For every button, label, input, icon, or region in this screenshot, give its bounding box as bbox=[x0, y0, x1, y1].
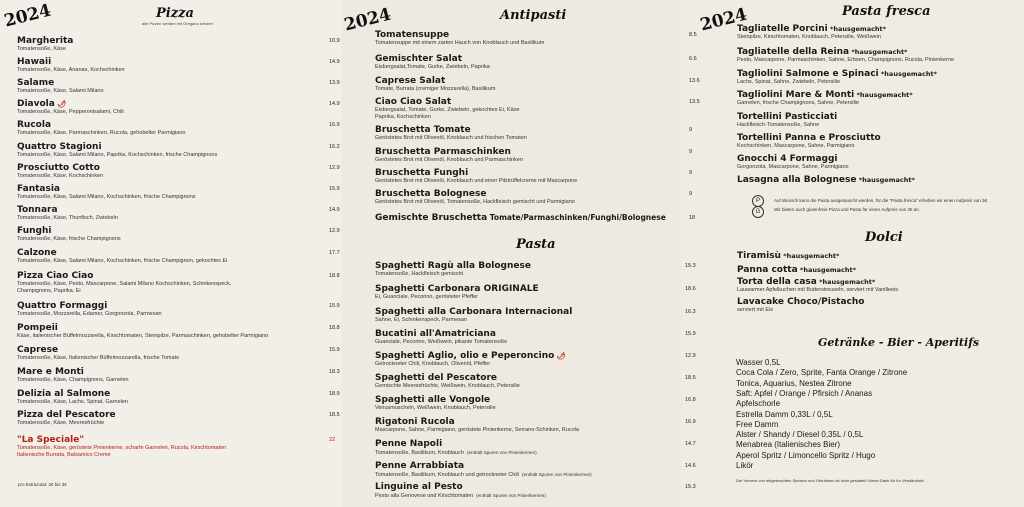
item-name: Bruschetta Tomate bbox=[375, 125, 471, 135]
item-name: Gemischter Salat bbox=[375, 54, 463, 64]
year-label: 2024 bbox=[698, 4, 750, 36]
drink-item: Likör bbox=[736, 461, 754, 470]
menu-item bbox=[17, 142, 217, 159]
menu-item bbox=[17, 163, 103, 180]
menu-item bbox=[17, 205, 118, 222]
item-name: Calzone bbox=[17, 248, 57, 258]
item-price: 18.8 bbox=[329, 325, 340, 331]
item-desc: Tomatensoße, Käse, Meeresfrüchte bbox=[17, 420, 105, 426]
item-name: Tortellini Panna e Prosciutto bbox=[737, 133, 881, 143]
item-desc: Sahne, Ei, Schinkenspeck, Parmesan bbox=[375, 317, 468, 323]
menu-item bbox=[17, 435, 226, 459]
item-desc: Tomatensoße, Käse, Salami Milano, Kochschinken, frische Champignon, gekochtes Ei bbox=[17, 258, 228, 264]
item-name: Spaghetti Aglio, olio e Peperoncino 🌶 bbox=[375, 351, 566, 361]
item-desc: Guanciale, Pecorino, Weißwein, pikante Tomatensoße bbox=[375, 339, 508, 345]
item-tag: *hausgemacht* bbox=[827, 25, 887, 33]
item-desc: Tomatensoße, Mozzarella, Edamer, Gorgonzola, Parmesan bbox=[17, 311, 162, 317]
item-price: 8.5 bbox=[689, 32, 697, 38]
item-price: 15.9 bbox=[329, 303, 340, 309]
menu-item bbox=[17, 120, 185, 137]
item-price: 15.3 bbox=[685, 484, 696, 490]
menu-item bbox=[375, 439, 537, 457]
item-price: 18 bbox=[689, 215, 696, 221]
pasta-fresca-note: Auf Wunsch kann die Pasta ausgetauscht werden, für die "Pasta fresca" erheben wir einen Aufpreis von 3€. bbox=[774, 198, 989, 203]
item-name: Rucola bbox=[17, 120, 52, 130]
item-name: Caprese Salat bbox=[375, 76, 446, 86]
item-desc: Kochschinken, Mascarpone, Sahne, Parmigiano bbox=[737, 143, 855, 149]
menu-item bbox=[375, 76, 495, 93]
menu-item bbox=[17, 323, 268, 340]
item-desc: Italienische Burrata, Balsamico Creme bbox=[17, 452, 111, 458]
item-name: Torta della casa *hausgemacht* bbox=[737, 277, 876, 287]
drink-item: Apfelschorle bbox=[736, 399, 781, 409]
item-name: Tonnara bbox=[17, 205, 58, 215]
item-name: Quattro Stagioni bbox=[17, 142, 102, 152]
item-desc-note: (enthält Spuren von Pinienkernen) bbox=[476, 493, 546, 498]
drink-item: Coca Cola / Zero, Sprite, Fanta Orange / Zitrone bbox=[736, 368, 908, 378]
item-desc: Tomatensoße, Basilikum, Knoblauch (enthält Spuren von Pinienkernen) bbox=[375, 450, 537, 456]
pizza-extra-note: pro Extrazutat: 2€ bis 3€ bbox=[18, 482, 67, 487]
item-desc: serviert mit Eis bbox=[737, 307, 774, 313]
antipasti-title: Antipasti bbox=[500, 8, 567, 23]
item-price: 15.9 bbox=[329, 186, 340, 192]
menu-item bbox=[737, 90, 913, 107]
pasta-fresca-title: Pasta fresca bbox=[842, 4, 931, 19]
item-desc: Gorgonzola, Mascarpone, Sahne, Parmigiano bbox=[737, 164, 849, 170]
item-name: Linguine al Pesto bbox=[375, 482, 463, 492]
item-price: 14.9 bbox=[329, 59, 340, 65]
item-name: Tomatensuppe bbox=[375, 30, 450, 40]
item-name: Spaghetti alle Vongole bbox=[375, 395, 491, 405]
item-price: 10.9 bbox=[329, 38, 340, 44]
item-desc: Paprika, Kochschinken bbox=[375, 114, 431, 120]
item-price: 9 bbox=[689, 191, 693, 197]
item-price: 14.9 bbox=[329, 101, 340, 107]
item-price: 16.9 bbox=[685, 419, 696, 425]
item-desc: Pesto, Mascarpone, Parmaschinken, Sahne, Erbsen, Champignons, Rucola, Pinienkerne bbox=[737, 57, 955, 63]
item-desc: Geröstetes Brot mit Olivenöl, Knoblauch und einer Pilztrüffelcreme mit Mascarpone bbox=[375, 178, 578, 184]
item-price: 13.5 bbox=[689, 99, 700, 105]
item-name: Spaghetti alla Carbonara Internacional bbox=[375, 307, 573, 317]
dolci-title: Dolci bbox=[865, 230, 903, 245]
item-desc-note: (enthält Spuren von Pinienkernen) bbox=[522, 472, 592, 477]
item-desc: Getrockneter Chili, Knoblauch, Olivenöl, Pfeffer bbox=[375, 361, 491, 367]
menu-item bbox=[375, 125, 527, 142]
item-desc: Tomate, Burrata (cremiger Mozzarella), Basilikum bbox=[375, 86, 496, 92]
menu-item bbox=[737, 251, 839, 261]
menu-item bbox=[375, 284, 539, 301]
item-desc: Tomatensoße, Käse, Pepperonisalami, Chili bbox=[17, 109, 124, 115]
item-desc: Ei, Guanciale, Pecorino, gerösteter Pfeffer bbox=[375, 294, 478, 300]
item-name: Penne Napoli bbox=[375, 439, 443, 449]
item-desc: Geröstetes Brot mit Olivenöl, Tomatensoße, Hackfleisch gemischt und Parmigiano bbox=[375, 199, 575, 205]
item-price: 15.3 bbox=[685, 263, 696, 269]
item-name: Gnocchi 4 Formaggi bbox=[737, 154, 838, 164]
item-name: Diavola 🌶 bbox=[17, 99, 67, 109]
menu-item bbox=[375, 373, 520, 390]
item-tag: *hausgemacht* bbox=[854, 91, 913, 99]
item-price: 18.9 bbox=[329, 391, 340, 397]
item-tag: *hausgemacht* bbox=[797, 266, 857, 274]
item-price: 18.5 bbox=[329, 412, 340, 418]
item-price: 13.6 bbox=[689, 78, 700, 84]
item-name: Tagliolini Mare & Monti *hausgemacht* bbox=[737, 90, 913, 100]
item-name: Pompeii bbox=[17, 323, 58, 333]
item-name: Lavacake Choco/Pistacho bbox=[737, 297, 865, 307]
menu-item bbox=[375, 307, 572, 324]
menu-item bbox=[17, 345, 179, 362]
item-tag: *hausgemacht* bbox=[878, 70, 938, 78]
year-label: 2024 bbox=[342, 4, 394, 36]
chili-icon: 🌶 bbox=[54, 100, 67, 108]
pasta-exchange-icon: P bbox=[752, 195, 764, 207]
menu-item bbox=[375, 351, 566, 368]
item-tag: *hausgemacht* bbox=[816, 278, 876, 286]
item-name: Salame bbox=[17, 78, 55, 88]
menu-item bbox=[375, 461, 592, 479]
item-price: 16.9 bbox=[329, 122, 340, 128]
item-name: Spaghetti Carbonara ORIGINALE bbox=[375, 284, 539, 294]
gluten-free-note: Wir bieten auch glutenfreie Pizza und Pasta für einen Aufpreis von 3€ an. bbox=[774, 207, 920, 212]
drinks-title: Getränke - Bier - Aperitifs bbox=[818, 336, 980, 349]
item-desc: Eisbergsalat, Tomate, Gurke, Zwiebeln, gekochtes Ei, Käse bbox=[375, 107, 520, 113]
menu-item bbox=[17, 271, 231, 295]
item-desc: Garnelen, frische Champignons, Sahne, Petersilie bbox=[737, 100, 859, 106]
menu-item bbox=[375, 329, 507, 346]
item-name: Gemischte Bruschetta Tomate/Parmaschinken/Funghi/Bolognese bbox=[375, 213, 666, 223]
drink-item: Menabrea (Italienisches Bier) bbox=[736, 440, 841, 450]
item-name: Fantasia bbox=[17, 184, 60, 194]
gluten-free-icon: G bbox=[752, 206, 764, 218]
item-desc: Mascarpone, Sahne, Parmigiano, geröstete Pinienkerne, Serrano-Schinken, Rucola bbox=[375, 427, 579, 433]
menu-item bbox=[737, 112, 837, 129]
item-name: Pizza del Pescatore bbox=[17, 410, 116, 420]
item-desc: Tomatensoße, Käse, Salami Milano, Paprika, Kochschinken, frische Champignons bbox=[17, 152, 218, 158]
item-desc: Tomatensoße, Käse, Ananas, Kochschinken bbox=[17, 67, 125, 73]
item-desc: Geröstetes Brot mit Olivenöl, Knoblauch und frischen Tomaten bbox=[375, 135, 527, 141]
item-name: Ciao Ciao Salat bbox=[375, 97, 452, 107]
menu-item bbox=[17, 410, 116, 427]
menu-item bbox=[737, 154, 849, 171]
item-options: Tomate/Parmaschinken/Funghi/Bolognese bbox=[487, 213, 666, 222]
item-name: Bucatini all'Amatriciana bbox=[375, 329, 496, 339]
drink-item: Aperol Spritz / Limoncello Spritz / Hugo bbox=[736, 450, 876, 460]
item-price: 13.9 bbox=[329, 80, 340, 86]
item-desc: Tomatensoße, Käse, Italienischer Büffelmozzarella, frische Tomate bbox=[17, 355, 180, 361]
menu-item bbox=[17, 367, 129, 384]
item-name: Caprese bbox=[17, 345, 59, 355]
item-price: 14.7 bbox=[685, 441, 696, 447]
menu-item bbox=[375, 97, 520, 121]
pasta-title: Pasta bbox=[516, 237, 556, 252]
item-desc: Gemischte Meeresfrüchte, Weißwein, Knoblauch, Petersilie bbox=[375, 383, 520, 389]
item-desc: Lauwarmer Apfelkuchen mit Butterstreuseln, serviert mit Vanilleeis bbox=[737, 287, 898, 293]
menu-item bbox=[375, 168, 577, 185]
item-name: Rigatoni Rucola bbox=[375, 417, 455, 427]
drinks-footer-note: Der Verzehr von mitgebrachten Speisen und Getränken ist nicht gestattet! Vielen Dank für Ihr Verständnis! bbox=[736, 478, 925, 483]
item-desc: Tomatensoße, Käse, Pesto, Mascarpone, Salami Milano Kochschinken, Schinkenspeck, bbox=[17, 281, 232, 287]
item-desc: Tomatensoße, Hackfleisch gemischt bbox=[375, 271, 464, 277]
item-name: Quattro Formaggi bbox=[17, 301, 108, 311]
item-name: Tagliatelle della Reina *hausgemacht* bbox=[737, 47, 908, 57]
item-desc: Tomatensoße, Käse, Salami Milano, Kochschinken, frische Champignons bbox=[17, 194, 196, 200]
item-desc: Champignons, Paprika, Ei bbox=[17, 288, 81, 294]
item-name: Panna cotta *hausgemacht* bbox=[737, 265, 857, 275]
menu-item bbox=[375, 395, 496, 412]
menu-item bbox=[17, 226, 121, 243]
item-name: Tagliatelle Porcini *hausgemacht* bbox=[737, 24, 887, 34]
item-price: 9 bbox=[689, 170, 693, 176]
menu-item bbox=[17, 389, 128, 406]
item-desc: Käse, italienischer Büffelmozzarella, Kirschtomaten, Steinpilze, Parmaschinken, gehobelter Parmigiano bbox=[17, 333, 269, 339]
menu-item bbox=[375, 54, 490, 71]
menu-item bbox=[17, 78, 104, 95]
item-desc: Venusmuscheln, Weißwein, Knoblauch, Petersilie bbox=[375, 405, 496, 411]
menu-item bbox=[737, 133, 881, 150]
chili-icon: 🌶 bbox=[554, 352, 566, 360]
menu-item bbox=[737, 69, 937, 86]
pizza-title: Pizza bbox=[156, 6, 194, 21]
item-price: 12.9 bbox=[329, 165, 340, 171]
menu-item bbox=[737, 277, 898, 294]
item-price: 9 bbox=[689, 149, 693, 155]
item-name: Bruschetta Funghi bbox=[375, 168, 469, 178]
item-desc: Tomatensoße, Käse, Lachs, Spinat, Garnelen bbox=[17, 399, 128, 405]
item-desc-note: (enthält Spuren von Pinienkernen) bbox=[466, 450, 537, 455]
drink-item: Wasser 0,5L bbox=[736, 358, 781, 367]
item-desc: Tomatensoße, Käse, Salami Milano bbox=[17, 88, 104, 94]
item-desc: Geröstetes Brot mit Olivenöl, Knoblauch und Parmaschinken bbox=[375, 157, 523, 163]
item-name: Tortellini Pasticciati bbox=[737, 112, 838, 122]
menu-item bbox=[375, 147, 523, 164]
item-name: Tiramisù *hausgemacht* bbox=[737, 251, 840, 261]
drink-item: Tonica, Aquarius, Nestea Zitrone bbox=[736, 378, 852, 388]
item-name: Spaghetti Ragù alla Bolognese bbox=[375, 261, 531, 271]
item-desc: Lachs, Spinat, Sahne, Zwiebeln, Petersilie bbox=[737, 79, 841, 85]
menu-item bbox=[737, 24, 886, 41]
item-price: 18.5 bbox=[685, 375, 696, 381]
item-name: Delizia al Salmone bbox=[17, 389, 111, 399]
menu-item bbox=[375, 213, 666, 223]
item-tag: *hausgemacht* bbox=[780, 252, 840, 260]
item-name: Penne Arrabbiata bbox=[375, 461, 465, 471]
drink-item: Estrella Damm 0,33L / 0,5L bbox=[736, 409, 833, 419]
item-desc: Pesto alla Genovese und Kirschtomaten (enthält Spuren von Pinienkernen) bbox=[375, 493, 546, 499]
item-price: 18.3 bbox=[329, 369, 340, 375]
item-name: Margherita bbox=[17, 36, 74, 46]
item-name: Tagliolini Salmone e Spinaci *hausgemacht* bbox=[737, 69, 938, 79]
menu-item bbox=[17, 36, 73, 53]
item-tag: *hausgemacht* bbox=[849, 48, 908, 56]
item-name: Pizza Ciao Ciao bbox=[17, 271, 94, 281]
menu-item bbox=[375, 482, 546, 500]
item-price: 16.8 bbox=[685, 397, 696, 403]
item-desc: Tomatensuppe mit einem zarten Hauch von Knoblauch und Basilikum bbox=[375, 40, 545, 46]
item-name: Funghi bbox=[17, 226, 52, 236]
menu-item bbox=[737, 297, 864, 314]
item-desc: Tomatensoße, Basilikum, Knoblauch und getrockneter Chili (enthält Spuren von Pinienkernen) bbox=[375, 472, 592, 478]
item-price: 14.9 bbox=[329, 207, 340, 213]
item-price: 17.7 bbox=[329, 250, 340, 256]
item-desc: Tomatensoße, Käse, Thunfisch, Zwiebeln bbox=[17, 215, 118, 221]
item-price: 18.6 bbox=[685, 286, 696, 292]
menu-item bbox=[737, 265, 856, 275]
drink-item: Saft: Apfel / Orange / Pfirsich / Ananas bbox=[736, 388, 873, 398]
menu-item bbox=[17, 301, 162, 318]
menu-item bbox=[375, 417, 579, 434]
menu-item bbox=[17, 248, 227, 265]
item-name: Bruschetta Bolognese bbox=[375, 189, 487, 199]
item-tag: *hausgemacht* bbox=[856, 176, 915, 184]
item-price: 15.9 bbox=[329, 347, 340, 353]
item-desc: Tomatensoße, Käse, Kochschinken bbox=[17, 173, 104, 179]
item-price: 12.9 bbox=[685, 353, 696, 359]
item-desc: Hackfleisch-Tomatensoße, Sahne bbox=[737, 122, 820, 128]
item-name: Mare e Monti bbox=[17, 367, 84, 377]
item-desc: Steinpilze, Kirschtomaten, Knoblauch, Petersilie, Weißwein bbox=[737, 34, 881, 40]
item-name: "La Speciale" bbox=[17, 435, 85, 445]
menu-item bbox=[17, 99, 124, 116]
item-price: 22 bbox=[329, 437, 336, 443]
menu-item bbox=[737, 47, 954, 64]
item-desc: Tomatensoße, Käse, Champignons, Garnelen bbox=[17, 377, 129, 383]
item-name: Lasagna alla Bolognese *hausgemacht* bbox=[737, 175, 915, 185]
item-desc: Tomatensoße, Käse, Parmaschinken, Rucola, gehobelter Parmigiano bbox=[17, 130, 186, 136]
menu-item bbox=[375, 30, 544, 47]
item-desc: Tomatensoße, Käse bbox=[17, 46, 66, 52]
item-desc: Eisbergsalat,Tomate, Gurke, Zwiebeln, Paprika bbox=[375, 64, 490, 70]
drink-item: Alster / Shandy / Diesel 0,35L / 0,5L bbox=[736, 430, 864, 440]
menu-item bbox=[375, 261, 531, 278]
menu-item bbox=[375, 189, 575, 206]
item-price: 15.9 bbox=[685, 331, 696, 337]
item-desc: Tomatensoße, Käse, geröstete Pinienkerne, scharfe Garnelen, Rucola, Kirschtomaten bbox=[17, 445, 227, 451]
menu-item bbox=[17, 184, 196, 201]
item-price: 12.9 bbox=[329, 228, 340, 234]
year-label: 2024 bbox=[2, 0, 54, 32]
item-name: Spaghetti del Pescatore bbox=[375, 373, 498, 383]
item-desc: Tomatensoße, Käse, frische Champignons bbox=[17, 236, 121, 242]
item-price: 9 bbox=[689, 127, 693, 133]
menu-item bbox=[17, 57, 125, 74]
item-price: 18.8 bbox=[329, 273, 340, 279]
item-price: 6.6 bbox=[689, 56, 697, 62]
item-name: Bruschetta Parmaschinken bbox=[375, 147, 511, 157]
pizza-subtitle: alle Pizzen werden mit Oregano serviert bbox=[142, 21, 213, 26]
item-price: 14.6 bbox=[685, 463, 696, 469]
drink-item: Free Damm bbox=[736, 419, 779, 429]
item-price: 16.2 bbox=[329, 144, 340, 150]
item-price: 16.3 bbox=[685, 309, 696, 315]
menu-item bbox=[737, 175, 915, 185]
item-name: Prosciutto Cotto bbox=[17, 163, 100, 173]
item-name: Hawaii bbox=[17, 57, 52, 67]
